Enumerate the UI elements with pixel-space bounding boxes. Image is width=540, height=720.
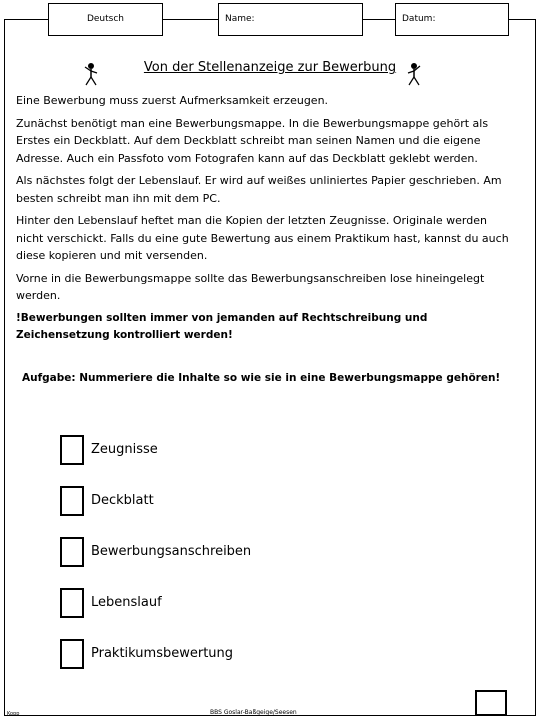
date-label: Datum: (402, 14, 436, 24)
task-instruction: Aufgabe: Nummeriere die Inhalte so wie sie in eine Bewerbungsmappe gehören! (22, 372, 501, 384)
item-label: Bewerbungsanschreiben (91, 544, 252, 559)
item-label: Praktikumsbewertung (91, 646, 234, 661)
number-box[interactable] (60, 435, 84, 465)
stick-figure-icon (406, 62, 422, 86)
warning-note: !Bewerbungen sollten immer von jemanden auf Rechtschreibung und Zeichensetzung kontrolliert werden! (16, 311, 428, 341)
item-label: Deckblatt (91, 493, 154, 508)
paragraph: Eine Bewerbung muss zuerst Aufmerksamkeit erzeugen. (16, 94, 329, 107)
date-field[interactable] (395, 3, 509, 36)
list-item (60, 577, 251, 628)
paragraph: Zunächst benötigt man eine Bewerbungsmappe. In die Bewerbungsmappe gehört als Erstes ein Deckblatt. Auf dem Deckblatt schreibt man seinen Namen und die eigene Adresse. Auch ein Passfoto vom Fotografen kann auf das Deckblatt geklebt werden. (16, 116, 489, 165)
number-box[interactable] (60, 486, 84, 516)
subject-label: Deutsch (86, 14, 125, 24)
item-label: Lebenslauf (91, 595, 162, 610)
paragraph: Als nächstes folgt der Lebenslauf. Er wird auf weißes unliniertes Papier geschrieben. Am besten schreibt man ihn mit dem PC. (16, 174, 502, 205)
footer-author: Kopp (7, 711, 20, 717)
paragraph: Hinter den Lebenslauf heftet man die Kopien der letzten Zeugnisse. Originale werden nicht verschickt. Falls du eine gute Bewertung aus einem Praktikum hast, kannst du auch diese kopieren und mit versenden. (16, 214, 509, 262)
number-box[interactable] (60, 537, 84, 567)
page-title: Von der Stellenanzeige zur Bewerbung (143, 60, 397, 75)
body-text (16, 92, 516, 350)
list-item (60, 424, 251, 475)
name-label: Name: (225, 14, 255, 24)
list-item (60, 526, 251, 577)
number-box[interactable] (60, 588, 84, 618)
list-item (60, 628, 251, 679)
score-box[interactable] (475, 690, 507, 716)
subject-box (48, 3, 163, 36)
paragraph: Vorne in die Bewerbungsmappe sollte das Bewerbungsanschreiben lose hineingelegt werden. (16, 271, 485, 302)
footer-school: BBS Goslar-Baßgeige/Seesen (210, 709, 297, 716)
item-label: Zeugnisse (91, 442, 158, 457)
number-box[interactable] (60, 639, 84, 669)
name-field[interactable] (218, 3, 363, 36)
list-item (60, 475, 251, 526)
numbering-list (60, 424, 251, 679)
